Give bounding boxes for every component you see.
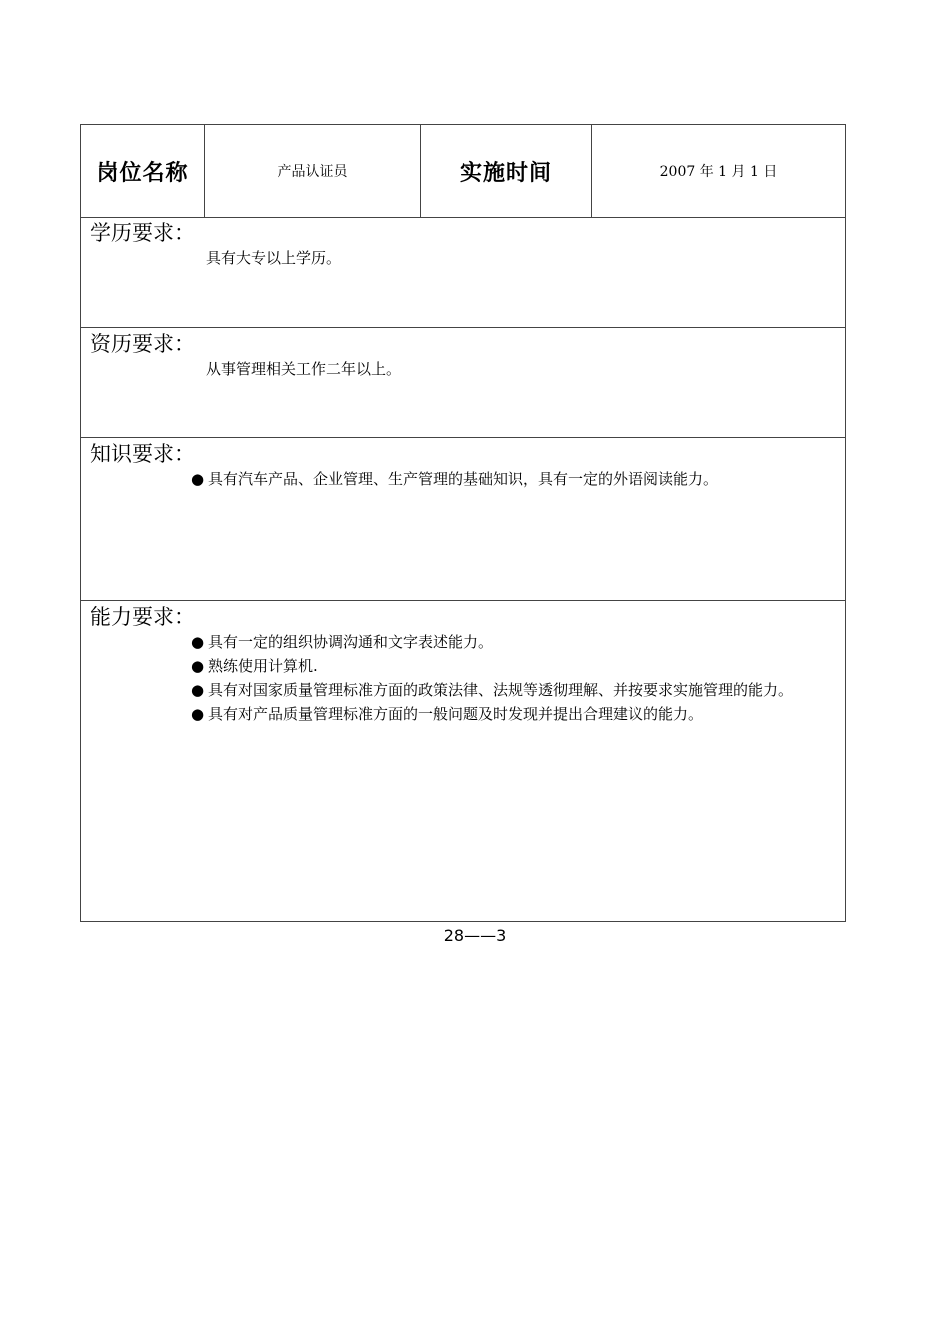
header-row (81, 125, 845, 218)
list-item (191, 630, 841, 654)
list-item-text: 具有汽车产品、企业管理、生产管理的基础知识，具有一定的外语阅读能力。 (208, 470, 719, 488)
bullet-icon: ● (191, 657, 205, 675)
date-value: 2007 年 1 月 1 日 (659, 164, 778, 180)
date-label: 实施时间 (459, 160, 552, 186)
list-item (191, 654, 841, 678)
ability-section (81, 601, 845, 921)
date-value-cell (592, 125, 845, 217)
bullet-icon: ● (191, 470, 205, 488)
list-item (191, 467, 841, 491)
experience-title: 资历要求： (90, 332, 195, 356)
list-item-text: 具有一定的组织协调沟通和文字表述能力。 (208, 633, 494, 651)
list-item-text: 熟练使用计算机. (208, 657, 318, 675)
date-label-cell (421, 125, 592, 217)
knowledge-section (81, 438, 845, 601)
experience-section (81, 328, 845, 438)
knowledge-list (191, 467, 841, 491)
education-title: 学历要求： (90, 221, 195, 245)
position-label-cell (81, 125, 205, 217)
ability-title: 能力要求： (90, 605, 195, 629)
ability-list (191, 630, 841, 726)
education-section (81, 217, 845, 328)
knowledge-title: 知识要求： (90, 442, 195, 466)
bullet-icon: ● (191, 705, 205, 723)
bullet-icon: ● (191, 633, 205, 651)
position-value: 产品认证员 (277, 164, 348, 180)
list-item (191, 678, 841, 702)
education-text: 具有大专以上学历。 (206, 249, 342, 267)
experience-text: 从事管理相关工作二年以上。 (206, 360, 402, 378)
job-description-form (80, 124, 846, 922)
list-item-text: 具有对国家质量管理标准方面的政策法律、法规等透彻理解、并按要求实施管理的能力。 (208, 681, 794, 699)
position-value-cell (205, 125, 421, 217)
list-item-text: 具有对产品质量管理标准方面的一般问题及时发现并提出合理建议的能力。 (208, 705, 704, 723)
page-number: 28——3 (443, 926, 507, 945)
position-label: 岗位名称 (96, 160, 189, 186)
bullet-icon: ● (191, 681, 205, 699)
list-item (191, 702, 841, 726)
